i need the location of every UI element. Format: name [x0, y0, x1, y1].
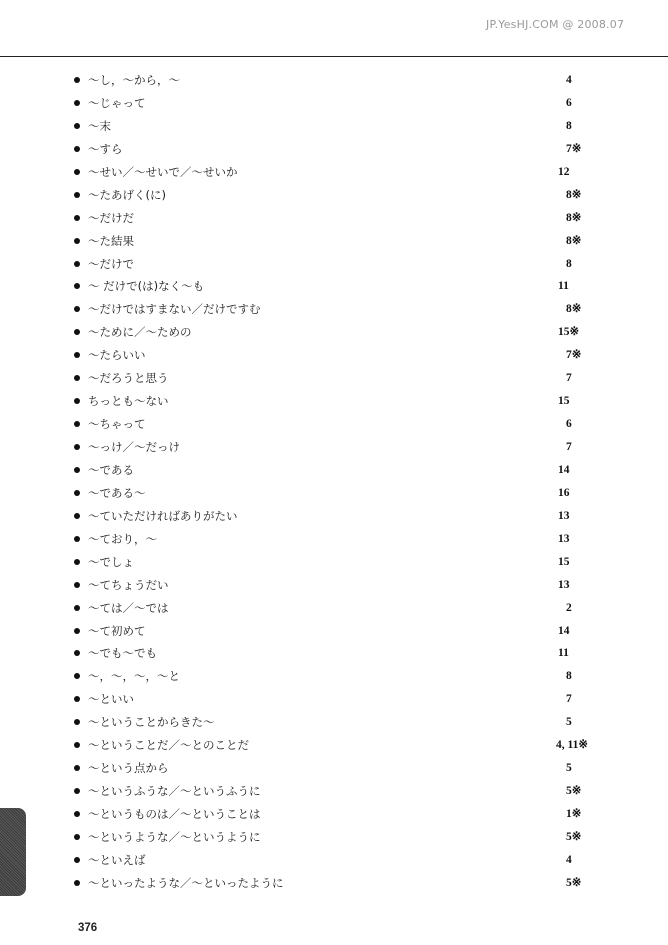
index-entry	[0, 140, 668, 163]
index-entry	[0, 828, 668, 851]
entry-page-ref: 7	[566, 693, 572, 706]
entry-page-ref: 15	[558, 555, 570, 568]
entry-term: ～じゃって	[88, 95, 146, 110]
index-entry	[0, 644, 668, 667]
entry-page-ref: 8	[566, 670, 572, 683]
section-edge-tab	[0, 808, 26, 896]
index-entry	[0, 553, 668, 576]
index-entry	[0, 599, 668, 622]
index-list	[0, 71, 668, 897]
entry-term: ～た結果	[88, 233, 134, 248]
entry-term: ～というふうな／～というふうに	[88, 784, 261, 799]
bullet-icon	[74, 444, 80, 450]
entry-page-ref: 8	[566, 257, 572, 270]
bullet-icon	[74, 146, 80, 152]
bullet-icon	[74, 169, 80, 175]
index-entry	[0, 759, 668, 782]
entry-page-ref: 1※	[566, 808, 582, 820]
entry-page-ref: 16	[558, 486, 570, 499]
bullet-icon	[74, 215, 80, 221]
entry-term: ～末	[88, 118, 111, 133]
entry-term: ～ており，～	[88, 531, 157, 546]
entry-term: ～といったような／～といったように	[88, 875, 284, 890]
index-entry	[0, 484, 668, 507]
entry-term: ～である	[88, 462, 134, 477]
entry-page-ref: 8	[566, 119, 572, 132]
bullet-icon	[74, 582, 80, 588]
entry-page-ref: 2	[566, 601, 572, 614]
bullet-icon	[74, 719, 80, 725]
entry-term: ～ていただければありがたい	[88, 508, 238, 523]
bullet-icon	[74, 742, 80, 748]
bullet-icon	[74, 650, 80, 656]
index-entry	[0, 300, 668, 323]
index-entry	[0, 874, 668, 897]
entry-term: ～ということだ／～とのことだ	[88, 738, 249, 753]
entry-page-ref: 13	[558, 532, 570, 545]
index-entry	[0, 782, 668, 805]
entry-term: ～でも～でも	[88, 646, 157, 661]
index-entry	[0, 667, 668, 690]
entry-page-ref: 5※	[566, 876, 582, 889]
index-entry	[0, 736, 668, 759]
entry-term: ～て初めて	[88, 623, 146, 638]
entry-term: ～ということからきた～	[88, 715, 215, 730]
entry-page-ref: 6	[566, 96, 572, 109]
bullet-icon	[74, 467, 80, 473]
index-entry	[0, 71, 668, 94]
index-entry	[0, 415, 668, 438]
entry-page-ref: 14	[558, 463, 570, 476]
entry-term: ～っけ／～だっけ	[88, 440, 180, 454]
entry-term: ～し，～から，～	[88, 73, 180, 87]
bullet-icon	[74, 123, 80, 129]
entry-term: ～だけだ	[88, 210, 134, 225]
bullet-icon	[74, 834, 80, 840]
bullet-icon	[74, 375, 80, 381]
entry-page-ref: 4	[566, 853, 572, 866]
entry-term: ～ために／～ための	[88, 325, 192, 340]
index-entry	[0, 277, 668, 300]
entry-term: ～すら	[88, 141, 123, 156]
index-entry	[0, 232, 668, 255]
index-entry	[0, 507, 668, 530]
entry-page-ref: 5※	[566, 830, 582, 843]
entry-page-ref: 12	[558, 165, 570, 178]
bullet-icon	[74, 421, 80, 427]
entry-term: ～である～	[88, 485, 146, 500]
index-entry	[0, 346, 668, 369]
bullet-icon	[74, 261, 80, 267]
entry-term: ちっとも～ない	[88, 394, 169, 409]
entry-term: ～という点から	[88, 761, 169, 776]
entry-term: ～というものは／～ということは	[88, 807, 261, 821]
index-entry	[0, 117, 668, 140]
index-entry	[0, 622, 668, 645]
entry-term: ～たあげく(に)	[88, 187, 166, 202]
entry-term: ～てちょうだい	[88, 577, 169, 592]
entry-term: ～たらいい	[88, 348, 146, 363]
index-entry	[0, 690, 668, 713]
bullet-icon	[74, 490, 80, 496]
entry-page-ref: 13	[558, 578, 570, 591]
index-entry	[0, 438, 668, 461]
index-entry	[0, 530, 668, 553]
bullet-icon	[74, 811, 80, 817]
entry-page-ref: 4, 11※	[556, 739, 589, 752]
index-entry	[0, 851, 668, 874]
bullet-icon	[74, 880, 80, 886]
entry-page-ref: 6	[566, 418, 572, 431]
entry-page-ref: 13	[558, 509, 570, 522]
bullet-icon	[74, 765, 80, 771]
index-entry	[0, 255, 668, 278]
header-rule	[0, 56, 668, 57]
bullet-icon	[74, 536, 80, 542]
index-entry	[0, 323, 668, 346]
index-entry	[0, 209, 668, 232]
entry-page-ref: 7	[566, 372, 572, 385]
bullet-icon	[74, 673, 80, 679]
index-entry	[0, 369, 668, 392]
index-entry	[0, 576, 668, 599]
entry-page-ref: 15※	[558, 326, 580, 339]
entry-term: ～というような／～というように	[88, 829, 261, 844]
entry-page-ref: 7	[566, 441, 572, 453]
bullet-icon	[74, 398, 80, 404]
index-entry	[0, 94, 668, 117]
index-entry	[0, 392, 668, 415]
entry-page-ref: 8※	[566, 303, 582, 316]
entry-page-ref: 11	[558, 280, 569, 293]
entry-page-ref: 5※	[566, 785, 582, 798]
bullet-icon	[74, 352, 80, 358]
entry-page-ref: 8※	[566, 188, 582, 201]
index-entry	[0, 461, 668, 484]
entry-term: ～といえば	[88, 852, 146, 867]
index-entry	[0, 805, 668, 828]
bullet-icon	[74, 192, 80, 198]
watermark-text: JP.YesHJ.COM @ 2008.07	[486, 18, 625, 31]
bullet-icon	[74, 77, 80, 83]
entry-page-ref: 5	[566, 716, 572, 729]
index-entry	[0, 163, 668, 186]
entry-page-ref: 14	[558, 624, 570, 637]
entry-term: ～ だけで(は)なく～も	[88, 279, 205, 294]
entry-term: ～，～，～，～と	[88, 669, 180, 684]
entry-term: ～だけで	[88, 256, 134, 271]
bullet-icon	[74, 857, 80, 863]
entry-term: ～だけではすまない／だけですむ	[88, 302, 261, 317]
entry-page-ref: 8※	[566, 234, 582, 247]
entry-term: ～ては／～では	[88, 600, 169, 615]
entry-page-ref: 7※	[566, 349, 582, 362]
bullet-icon	[74, 238, 80, 244]
bullet-icon	[74, 329, 80, 335]
entry-term: ～といい	[88, 692, 134, 707]
bullet-icon	[74, 605, 80, 611]
bullet-icon	[74, 628, 80, 634]
bullet-icon	[74, 283, 80, 289]
entry-term: ～せい／～せいで／～せいか	[88, 164, 238, 179]
bullet-icon	[74, 513, 80, 519]
entry-term: ～ちゃって	[88, 417, 146, 432]
page-number: 376	[78, 922, 98, 934]
bullet-icon	[74, 100, 80, 106]
entry-term: ～でしょ	[88, 554, 134, 569]
bullet-icon	[74, 559, 80, 565]
bullet-icon	[74, 788, 80, 794]
entry-page-ref: 7※	[566, 142, 582, 155]
entry-page-ref: 8※	[566, 211, 582, 224]
bullet-icon	[74, 696, 80, 702]
index-entry	[0, 186, 668, 209]
entry-page-ref: 11	[558, 647, 569, 660]
bullet-icon	[74, 306, 80, 312]
entry-term: ～だろうと思う	[88, 371, 169, 386]
index-entry	[0, 713, 668, 736]
entry-page-ref: 4	[566, 74, 572, 86]
entry-page-ref: 15	[558, 395, 570, 408]
entry-page-ref: 5	[566, 762, 572, 775]
